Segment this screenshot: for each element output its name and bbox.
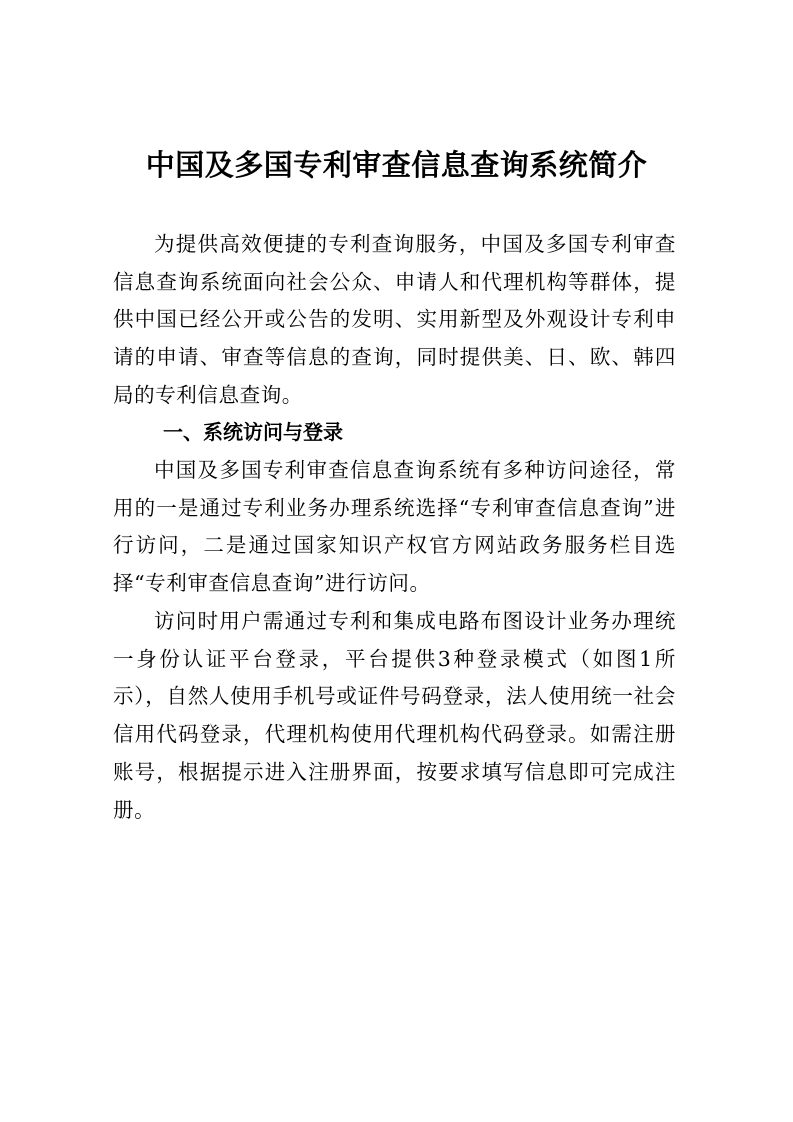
login-paragraph: 访问时用户需通过专利和集成电路布图设计业务办理统一身份认证平台登录，平台提供3种登录模式（如图1所示），自然人使用手机号或证件号码登录，法人使用统一社会信用代码登录，代理机构使用代理机构代码登录。如需注册账号，根据提示进入注册界面，按要求填写信息即可完成注册。 [113, 609, 676, 822]
document-title: 中国及多国专利审查信息查询系统简介 [145, 148, 648, 182]
intro-paragraph: 为提供高效便捷的专利查询服务，中国及多国专利审查信息查询系统面向社会公众、申请人和代理机构等群体，提供中国已经公开或公告的发明、实用新型及外观设计专利申请的申请、审查等信息的查询，同时提供美、日、欧、韩四局的专利信息查询。 [113, 232, 676, 407]
access-paragraph: 中国及多国专利审查信息查询系统有多种访问途径，常用的一是通过专利业务办理系统选择“专利审查信息查询”进行访问，二是通过国家知识产权官方网站政务服务栏目选择“专利审查信息查询”进行访问。 [113, 458, 676, 596]
section-heading: 一、系统访问与登录 [163, 420, 343, 444]
